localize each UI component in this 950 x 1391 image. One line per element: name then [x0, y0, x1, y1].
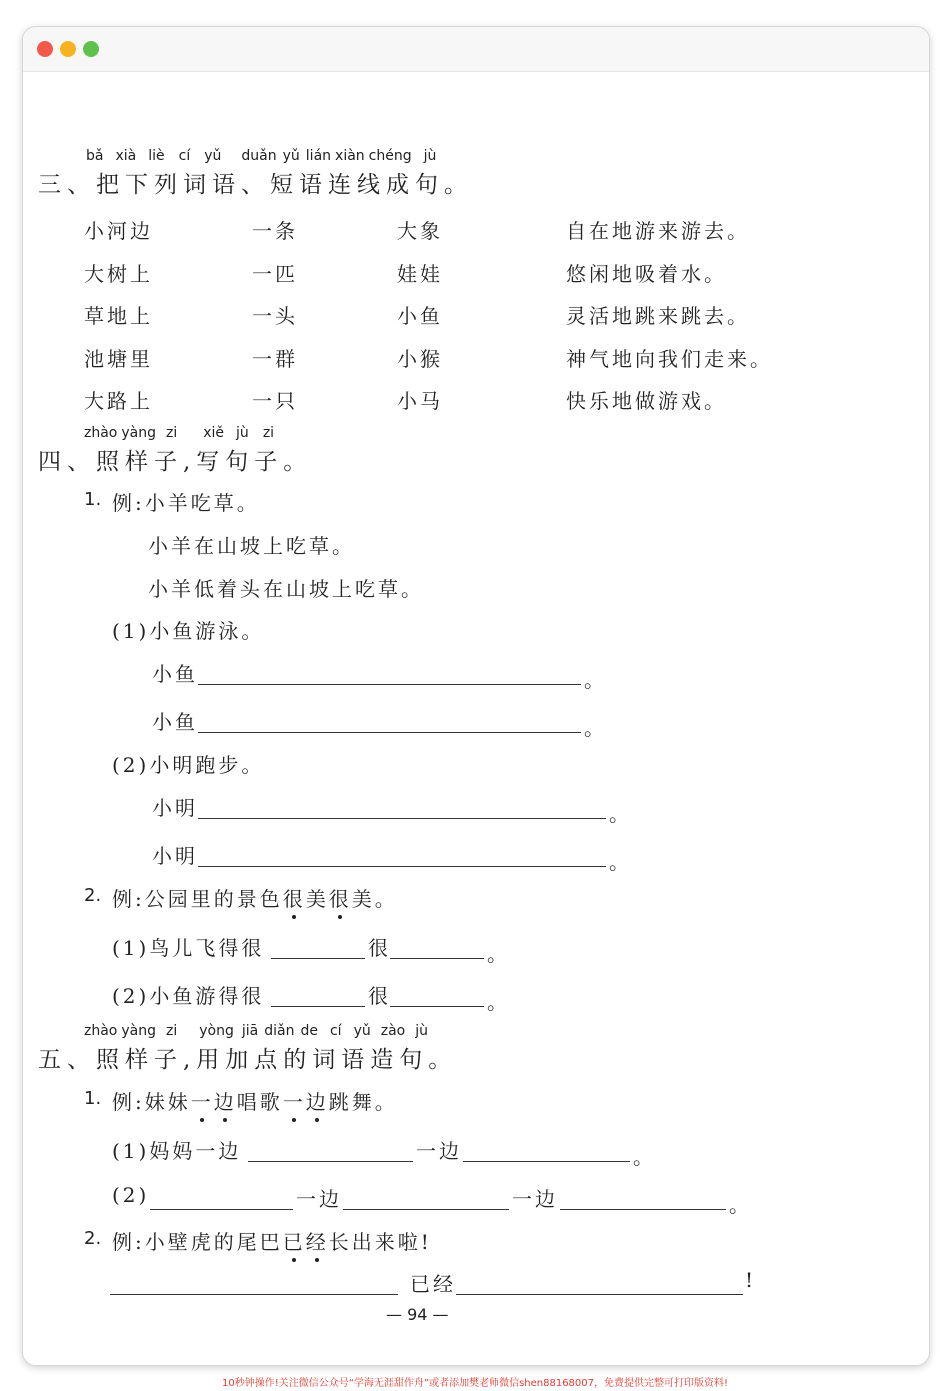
col1-item[interactable]: 草地上 [84, 304, 153, 328]
col4-item[interactable]: 快乐地做游戏。 [566, 389, 727, 413]
answer-line[interactable] [198, 818, 606, 819]
col4-item[interactable]: 自在地游来游去。 [566, 219, 750, 243]
period: 。 [609, 802, 632, 826]
s4-q2-example: 例:公园里的景色很美很美。 [112, 883, 398, 912]
answer-blank[interactable] [390, 1006, 484, 1007]
answer-blank[interactable] [271, 1006, 365, 1007]
col4-item[interactable]: 悠闲地吸着水。 [566, 261, 727, 286]
col3-item[interactable]: 小马 [397, 389, 443, 413]
s5-q1-sub1: (1)妈妈一边 [112, 1139, 242, 1163]
answer-blank[interactable] [150, 1209, 293, 1210]
answer-blank[interactable] [390, 958, 484, 959]
period: 。 [487, 942, 510, 966]
s4-q1-sub1: (1)小鱼游泳。 [112, 619, 265, 643]
s4-q1-sub2-prefix-a: 小明 [152, 796, 198, 820]
emphasis-dot-char: 已 [283, 1226, 306, 1255]
answer-line[interactable] [198, 684, 581, 685]
emphasis-dot-char: 一 [191, 1086, 214, 1115]
section3-title: 三、把下列词语、短语连线成句。 [38, 172, 473, 198]
col2-item[interactable]: 一只 [252, 389, 298, 413]
period: 。 [584, 668, 607, 692]
col3-item[interactable]: 小猴 [397, 346, 443, 371]
section5-title: 五、照样子,用加点的词语造句。 [38, 1047, 458, 1073]
period: 。 [729, 1193, 752, 1217]
answer-blank[interactable] [560, 1209, 726, 1210]
answer-line[interactable] [198, 866, 606, 867]
emphasis-dot-char: 经 [306, 1226, 329, 1255]
minimize-window-button[interactable] [60, 41, 76, 57]
col3-item[interactable]: 娃娃 [397, 261, 443, 286]
s4-q1-sub2: (2)小明跑步。 [112, 753, 265, 777]
s4-q1-line3: 小羊低着头在山坡上吃草。 [148, 577, 424, 601]
col4-list [566, 210, 773, 423]
answer-blank[interactable] [456, 1294, 743, 1295]
maximize-window-button[interactable] [83, 41, 99, 57]
emphasis-dot-char: 边 [306, 1086, 329, 1115]
s5-q2-example: 例:小壁虎的尾巴已经长出来啦! [112, 1226, 432, 1255]
col1-item[interactable]: 池塘里 [84, 346, 153, 371]
emphasis-dot-char: 很 [329, 883, 352, 912]
window-frame [22, 26, 930, 1366]
s4-q2-number: 2. [84, 885, 102, 906]
col1-list [84, 210, 153, 423]
yijing-label: 已经 [410, 1272, 456, 1296]
col4-item[interactable]: 灵活地跳来跳去。 [566, 304, 750, 328]
section4-pinyin: zhào yàng zi xiě jù zi [84, 425, 275, 441]
col2-item[interactable]: 一条 [252, 219, 298, 243]
section4-title: 四、照样子,写句子。 [38, 449, 313, 475]
col2-list [252, 210, 298, 423]
answer-blank[interactable] [248, 1161, 413, 1162]
col4-item[interactable]: 神气地向我们走来。 [566, 346, 773, 371]
col3-list [397, 210, 443, 423]
section3-pinyin: bǎ xià liè cí yǔ duǎn yǔ lián xiàn chéng jù [86, 148, 437, 164]
s4-q2-sub1: (1)鸟儿飞得很 [112, 936, 265, 960]
s5-q2-number: 2. [84, 1228, 102, 1249]
col2-item[interactable]: 一头 [252, 304, 298, 328]
yibian-label: 一边 [512, 1187, 558, 1211]
close-window-button[interactable] [37, 41, 53, 57]
s4-q1-sub1-prefix-a: 小鱼 [152, 662, 198, 686]
col1-item[interactable]: 大树上 [84, 261, 153, 286]
s4-q1-number: 1. [84, 489, 102, 510]
s4-q1-line2: 小羊在山坡上吃草。 [148, 534, 355, 558]
period: 。 [487, 990, 510, 1014]
emphasis-dot-char: 边 [214, 1086, 237, 1115]
s4-q2-sub2: (2)小鱼游得很 [112, 984, 265, 1008]
col1-item[interactable]: 大路上 [84, 389, 153, 413]
s5-q1-example: 例:妹妹一边唱歌一边跳舞。 [112, 1086, 398, 1115]
exclamation-mark: ! [745, 1268, 757, 1292]
s4-q1-sub1-prefix-b: 小鱼 [152, 710, 198, 734]
answer-blank[interactable] [463, 1161, 630, 1162]
period: 。 [633, 1145, 656, 1169]
s4-q1-sub2-prefix-b: 小明 [152, 844, 198, 868]
footer-note: 10秒钟操作!关注微信公众号“学海无涯甜作舟”或者添加樊老师微信shen88168007，免费提供完整可打印版资料! [221, 1378, 729, 1389]
yibian-label: 一边 [416, 1139, 462, 1163]
period: 。 [609, 850, 632, 874]
answer-line[interactable] [198, 732, 581, 733]
answer-blank[interactable] [271, 958, 365, 959]
answer-blank[interactable] [343, 1209, 509, 1210]
col2-item[interactable]: 一匹 [252, 261, 298, 286]
window-titlebar [23, 27, 929, 72]
col1-item[interactable]: 小河边 [84, 219, 153, 243]
section5-pinyin: zhào yàng zi yòng jiā diǎn de cí yǔ zào jù [84, 1023, 428, 1039]
emphasis-dot-char: 一 [283, 1086, 306, 1115]
col3-item[interactable]: 小鱼 [397, 304, 443, 328]
s5-q1-sub2: (2) [112, 1183, 150, 1207]
page-number: — 94 — [386, 1305, 449, 1324]
period: 。 [584, 716, 607, 740]
hen-char: 很 [368, 936, 391, 960]
col3-item[interactable]: 大象 [397, 219, 443, 243]
s5-q1-number: 1. [84, 1088, 102, 1109]
yibian-label: 一边 [296, 1187, 342, 1211]
hen-char: 很 [368, 984, 391, 1008]
emphasis-dot-char: 很 [283, 883, 306, 912]
s4-q1-example: 例:小羊吃草。 [112, 491, 260, 515]
col2-item[interactable]: 一群 [252, 346, 298, 371]
answer-blank[interactable] [110, 1294, 398, 1295]
